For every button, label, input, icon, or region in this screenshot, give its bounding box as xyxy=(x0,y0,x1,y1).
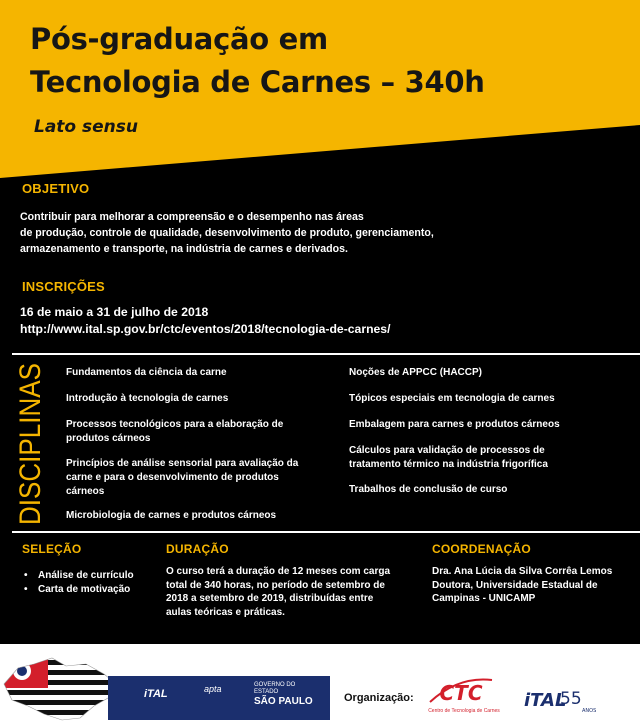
course-item xyxy=(349,418,560,432)
page-title xyxy=(30,18,485,104)
duracao-line: aulas teóricas e práticas. xyxy=(166,606,285,618)
selecao-label: SELEÇÃO xyxy=(22,542,82,556)
course-item xyxy=(66,366,227,380)
objetivo-line: armazenamento e transporte, na indústria de carnes e derivados. xyxy=(20,243,348,255)
list-item: • Análise de currículo xyxy=(24,569,134,583)
course-line: Fundamentos da ciência da carne xyxy=(66,367,227,378)
ctc-text: CTC xyxy=(439,681,483,705)
duracao-line: 2018 a setembro de 2019, distribuídas entre xyxy=(166,593,374,604)
course-line: produtos cárneos xyxy=(66,433,151,444)
coordenacao-line: Dra. Ana Lúcia da Silva Corrêa Lemos xyxy=(432,566,613,577)
course-line: Cálculos para validação de processos de xyxy=(349,445,545,456)
course-item xyxy=(349,392,555,406)
ital-years: 55 xyxy=(560,689,582,709)
divider-top xyxy=(12,353,640,355)
divider-bottom xyxy=(12,531,640,533)
course-item xyxy=(66,392,228,406)
objetivo-text xyxy=(20,209,610,257)
inscricoes-url[interactable]: http://www.ital.sp.gov.br/ctc/eventos/2018/tecnologia-de-carnes/ xyxy=(20,322,391,336)
coordenacao-text xyxy=(432,565,612,606)
course-line: Introdução à tecnologia de carnes xyxy=(66,393,229,404)
selecao-list xyxy=(24,569,134,596)
duracao-line: O curso terá a duração de 12 meses com carga xyxy=(166,566,390,577)
disciplinas-label: DISCIPLINAS xyxy=(14,338,47,525)
ital-small-logo: iTAL xyxy=(144,688,168,700)
course-item xyxy=(66,457,298,499)
ctc-logo xyxy=(428,674,494,708)
title-line-2: Tecnologia de Carnes – 340h xyxy=(30,65,485,99)
disciplinas-vertical-label xyxy=(10,338,48,527)
course-item xyxy=(349,444,548,472)
organizacao-label: Organização: xyxy=(344,692,414,704)
course-line: Princípios de análise sensorial para avaliação da xyxy=(66,458,299,469)
gov-line: GOVERNO DO ESTADO xyxy=(254,682,296,695)
inscricoes-dates: 16 de maio a 31 de julho de 2018 xyxy=(20,305,209,319)
course-line: Microbiologia de carnes e produtos cárneos xyxy=(66,510,277,521)
governo-sp-logo xyxy=(254,682,318,707)
list-item: • Carta de motivação xyxy=(24,583,134,597)
course-line: Noções de APPCC (HACCP) xyxy=(349,367,482,378)
ital-55-anos-logo xyxy=(522,680,597,716)
ital-anos: ANOS xyxy=(582,708,597,714)
course-item xyxy=(66,509,276,523)
title-line-1: Pós-graduação em xyxy=(30,22,328,56)
ctc-subtitle: Centro de Tecnologia de Carnes xyxy=(428,708,500,714)
gov-sp-name: SÃO PAULO xyxy=(254,696,313,707)
course-line: Embalagem para carnes e produtos cárneos xyxy=(349,419,560,430)
coordenacao-line: Doutora, Universidade Estadual de xyxy=(432,579,598,591)
inscricoes-label: INSCRIÇÕES xyxy=(22,279,105,294)
course-line: carne e para o desenvolvimento de produtos xyxy=(66,472,279,483)
course-line: cárneos xyxy=(66,486,105,497)
footer xyxy=(0,644,640,724)
coordenacao-line: Campinas - UNICAMP xyxy=(432,593,536,604)
duracao-text xyxy=(166,565,390,619)
course-item xyxy=(66,418,283,446)
duracao-line: total de 340 horas, no período de setembro de xyxy=(166,579,385,591)
sao-paulo-flag-map-icon xyxy=(0,654,120,722)
objetivo-label: OBJETIVO xyxy=(22,181,90,196)
objetivo-line: de produção, controle de qualidade, desenvolvimento de produto, gerenciamento, xyxy=(20,227,434,239)
subtitle: Lato sensu xyxy=(34,117,139,137)
course-line: Trabalhos de conclusão de curso xyxy=(349,484,508,495)
duracao-label: DURAÇÃO xyxy=(166,542,229,556)
apta-logo: apta xyxy=(204,684,222,694)
course-line: tratamento térmico na indústria frigorífica xyxy=(349,459,548,470)
course-line: Tópicos especiais em tecnologia de carnes xyxy=(349,393,555,404)
course-item xyxy=(349,366,482,380)
objetivo-line: Contribuir para melhorar a compreensão e o desempenho nas áreas xyxy=(20,211,364,223)
course-line: Processos tecnológicos para a elaboração de xyxy=(66,419,284,430)
course-item xyxy=(349,483,507,497)
coordenacao-label: COORDENAÇÃO xyxy=(432,542,531,556)
ital-text: iTAL xyxy=(524,690,567,711)
